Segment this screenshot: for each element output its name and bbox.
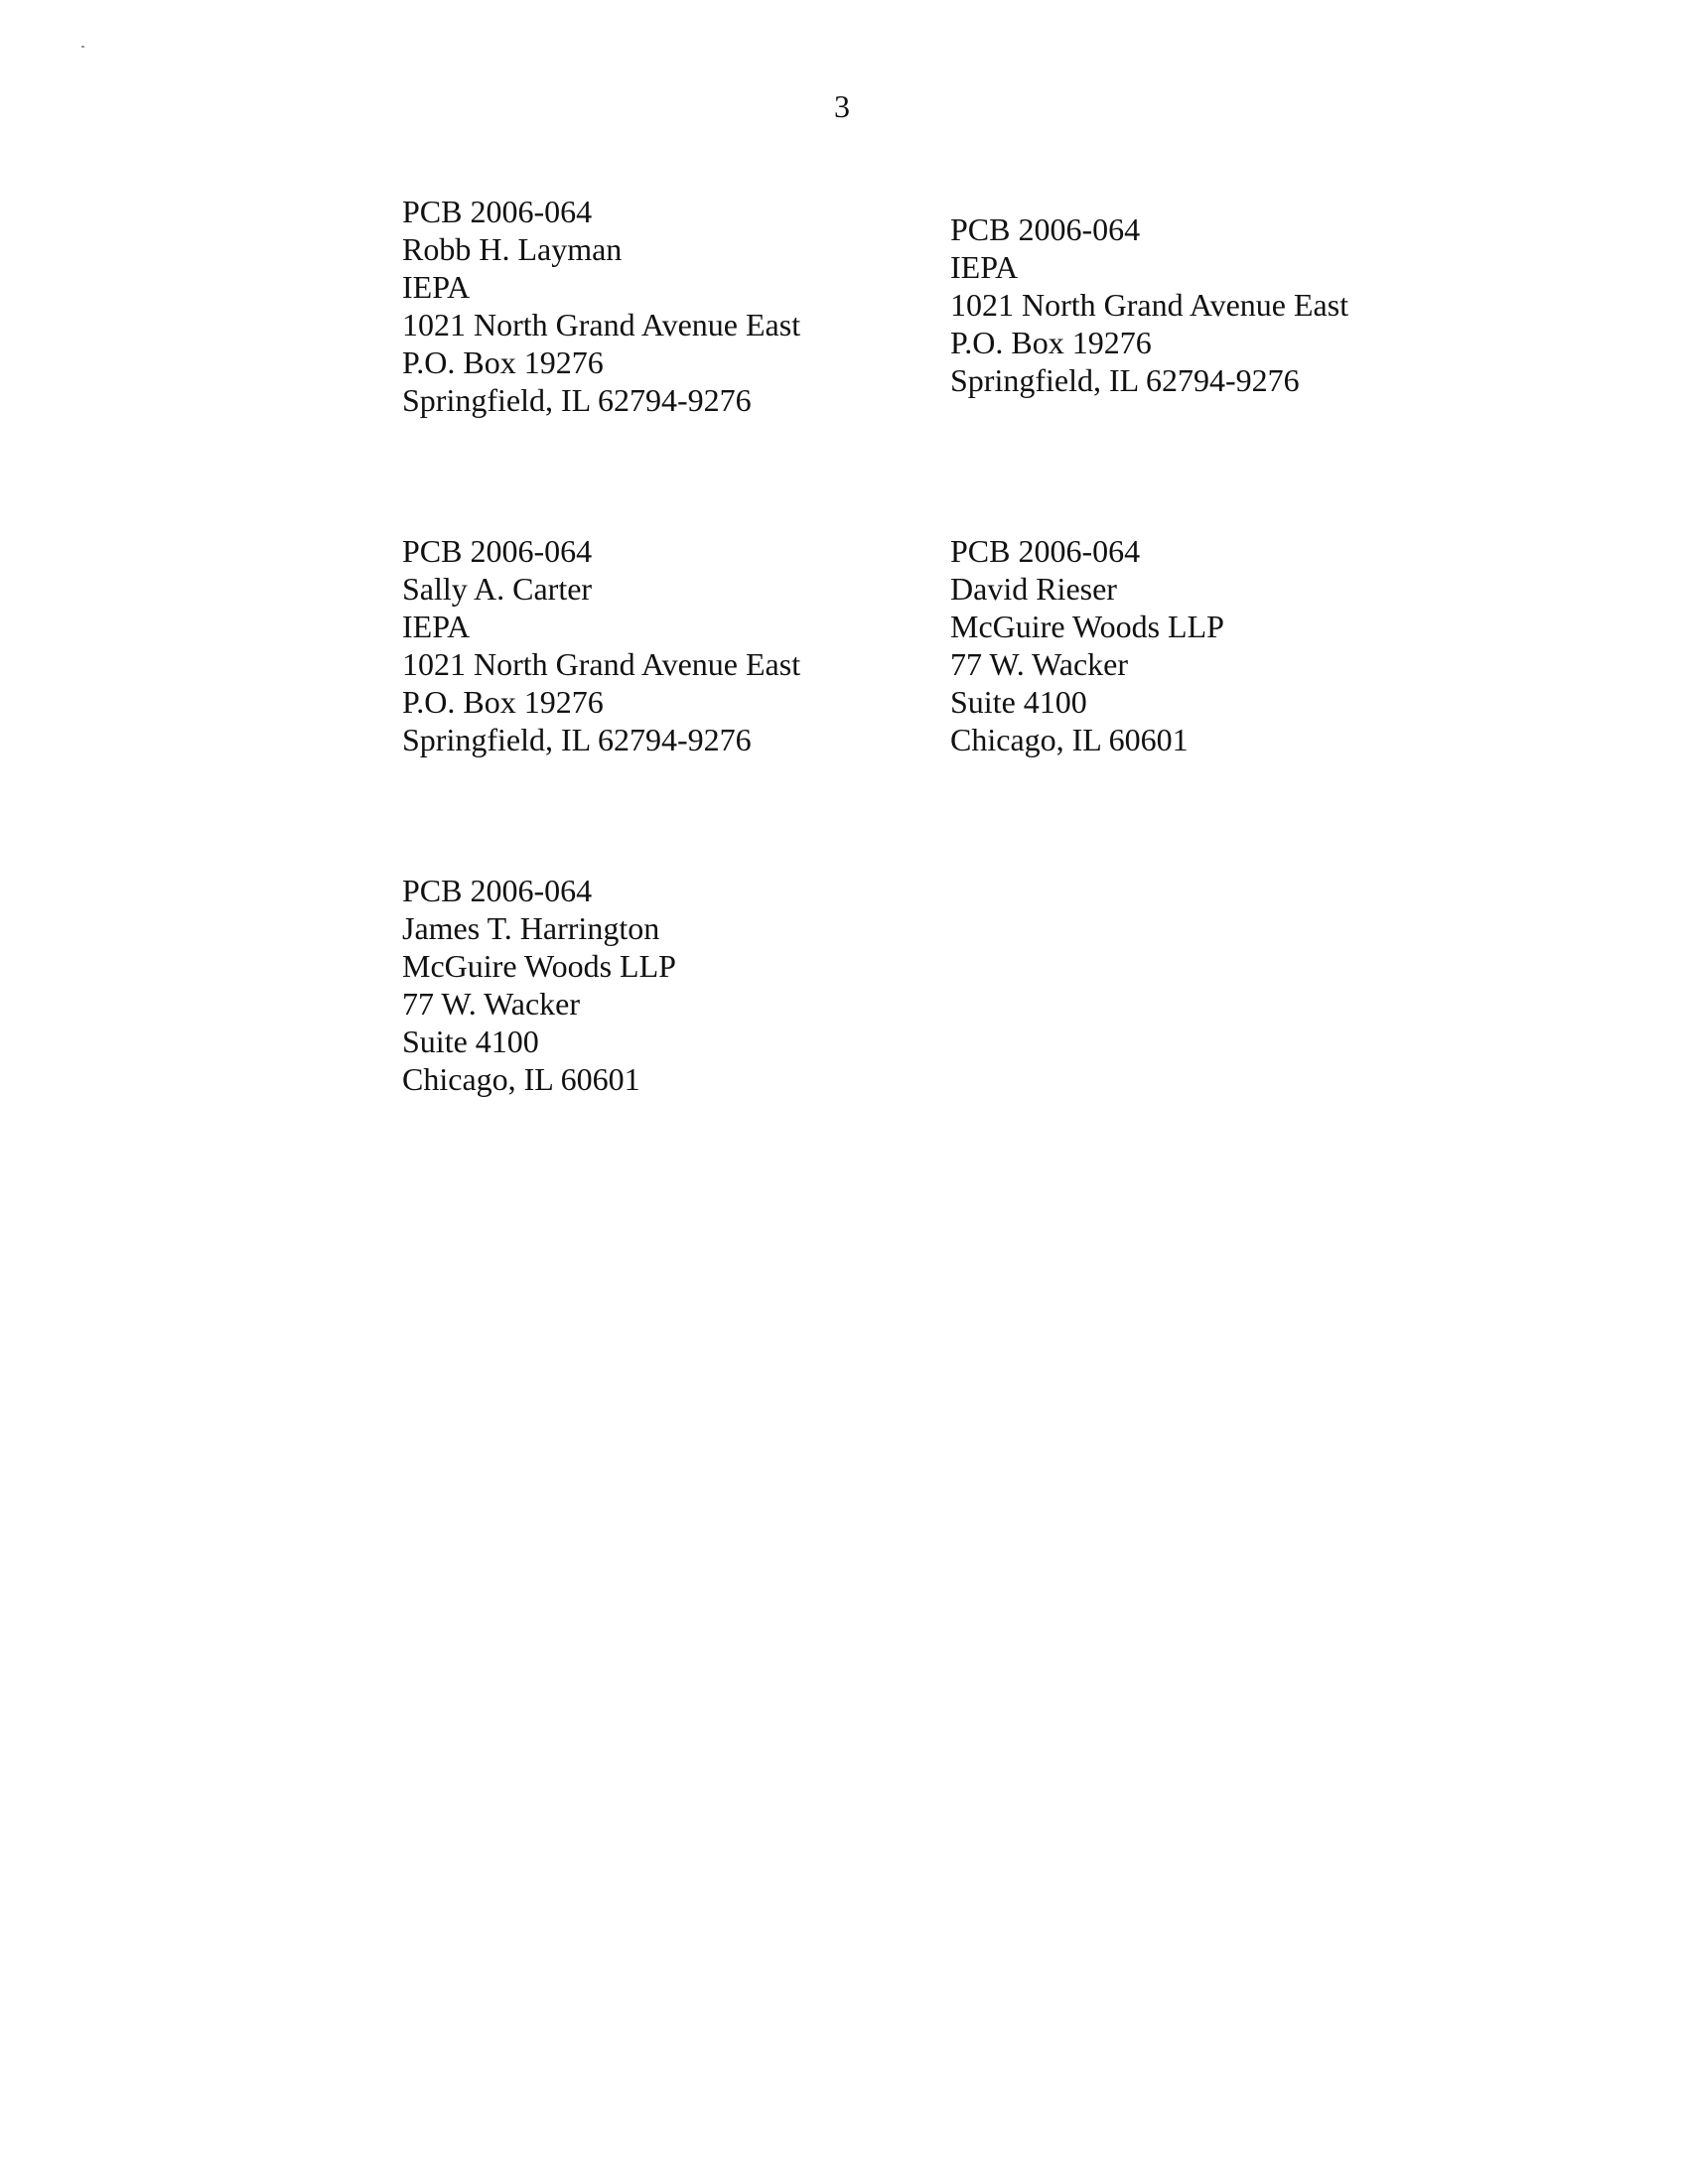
city-state-zip: Springfield, IL 62794-9276 xyxy=(950,362,1300,398)
city-state-zip: Chicago, IL 60601 xyxy=(950,722,1189,757)
recipient-name: David Rieser xyxy=(950,571,1117,607)
case-number: PCB 2006-064 xyxy=(950,533,1141,569)
address-block-layman xyxy=(402,193,998,419)
city-state-zip: Springfield, IL 62794-9276 xyxy=(402,382,752,418)
city-state-zip: Springfield, IL 62794-9276 xyxy=(402,722,752,757)
case-number: PCB 2006-064 xyxy=(950,211,1141,247)
street-address: 77 W. Wacker xyxy=(402,986,581,1022)
organization: IEPA xyxy=(402,609,471,644)
recipient-name: Sally A. Carter xyxy=(402,571,593,607)
organization: IEPA xyxy=(950,249,1019,285)
case-number: PCB 2006-064 xyxy=(402,194,593,229)
page-number: 3 xyxy=(834,88,850,124)
po-box: P.O. Box 19276 xyxy=(402,344,604,380)
organization: McGuire Woods LLP xyxy=(950,609,1224,644)
recipient-name: Robb H. Layman xyxy=(402,231,623,267)
case-number: PCB 2006-064 xyxy=(402,873,593,908)
suite: Suite 4100 xyxy=(950,684,1087,720)
street-address: 1021 North Grand Avenue East xyxy=(402,307,801,342)
case-number: PCB 2006-064 xyxy=(402,533,593,569)
po-box: P.O. Box 19276 xyxy=(402,684,604,720)
scan-speck xyxy=(81,46,84,48)
street-address: 1021 North Grand Avenue East xyxy=(950,287,1349,323)
organization: IEPA xyxy=(402,269,471,305)
po-box: P.O. Box 19276 xyxy=(950,325,1152,360)
address-block-carter xyxy=(402,532,998,758)
recipient-name: James T. Harrington xyxy=(402,910,660,946)
address-block-iepa xyxy=(950,210,1546,399)
city-state-zip: Chicago, IL 60601 xyxy=(402,1061,640,1097)
address-block-rieser xyxy=(950,532,1546,758)
street-address: 77 W. Wacker xyxy=(950,646,1129,682)
street-address: 1021 North Grand Avenue East xyxy=(402,646,801,682)
suite: Suite 4100 xyxy=(402,1024,539,1059)
organization: McGuire Woods LLP xyxy=(402,948,676,984)
address-block-harrington xyxy=(402,872,998,1098)
